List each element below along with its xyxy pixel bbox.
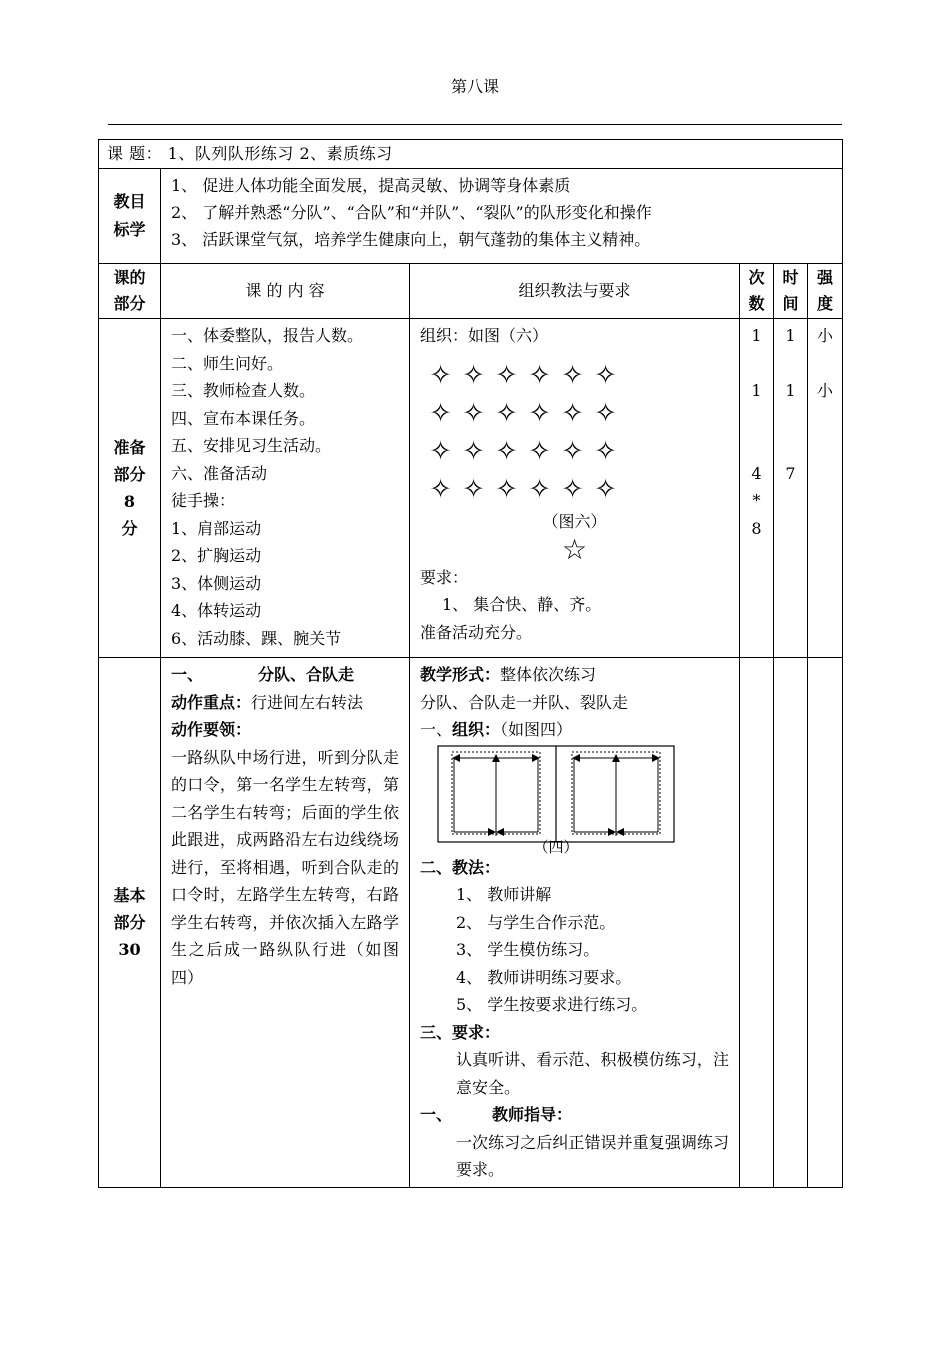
student-star-icon: ✧ [429, 397, 452, 429]
essentials-text: 一路纵队中场行进，听到分队走的口令，第一名学生左转弯，第二名学生右转弯；后面的学生依此跟进，成两路沿左右边线绕场进行，至将相遇，听到合队走的口令时，左路学生左转弯，右路学生右转弯，并依次插入左路学生之后成一路纵队行进（如图四） [171, 747, 399, 987]
student-star-icon: ✧ [495, 435, 518, 467]
student-star-icon: ✧ [462, 359, 485, 391]
student-star-icon: ✧ [495, 397, 518, 429]
student-star-icon: ✧ [594, 473, 617, 505]
prep-intensity: 小 小 [808, 319, 843, 658]
basic-content: 一、 分队、合队走 动作重点：行进间左右转法 动作要领： 一路纵队中场行进，听到分队走的口令，第一名学生左转弯，第二名学生右转弯；后面的学生依此跟进，成两路沿左右边线绕场进行，至将相遇，听到合队走的口令时，左路学生左转弯，右路学生右转弯，并依次插入左路学生之后成一路纵队行进（如图四） [161, 658, 410, 1188]
basic-method: 教学形式：整体依次练习 分队、合队走一并队、裂队走 一、组织：（如图四） （四） 二、教法： 1、 教师讲解 2、 与学生合作示范。 3、 学生模仿练习。 4、 教师讲明练习要求。 5、 学生按要求进行练习。 三、要求： 认真听讲、看示范、积极模仿练习，注意安全。 一、 教师指导： 一次练习之后纠正错误并重复强调练习要求。 [410, 658, 740, 1188]
student-star-icon: ✧ [462, 473, 485, 505]
basic-counts [740, 658, 774, 1188]
header-part: 课的 部分 [99, 264, 161, 319]
basic-times [774, 658, 808, 1188]
figure-caption: （图六） [542, 511, 607, 531]
header-intensity: 强 度 [808, 264, 843, 319]
prep-method: 组织：如图（六） ✧ ✧ ✧ ✧ ✧ ✧ ✧ ✧ ✧ ✧ ✧ ✧ ✧ ✧ ✧ ✧ ✧ ✧ ✧ ✧ ✧ ✧ ✧ ✧ （图六） ☆ 要求： 1、 集合快、静、齐。 准备活动充分。 [410, 319, 740, 658]
student-star-icon: ✧ [462, 397, 485, 429]
goal-item: 3、 活跃课堂气氛，培养学生健康向上，朝气蓬勃的集体主义精神。 [171, 230, 651, 249]
student-star-icon: ✧ [528, 435, 551, 467]
goals-list [161, 169, 843, 264]
student-star-icon: ✧ [594, 397, 617, 429]
teacher-star-icon: ☆ [561, 532, 588, 566]
header-time: 时 间 [774, 264, 808, 319]
student-star-icon: ✧ [462, 435, 485, 467]
lesson-plan-table [98, 139, 843, 1188]
header-rule [108, 124, 842, 125]
student-star-icon: ✧ [528, 359, 551, 391]
student-star-icon: ✧ [495, 473, 518, 505]
march-diagram-svg [436, 744, 676, 854]
student-star-icon: ✧ [594, 435, 617, 467]
prep-times: 1 1 7 [774, 319, 808, 658]
student-star-icon: ✧ [528, 397, 551, 429]
formation-diagram [420, 744, 729, 854]
student-star-icon: ✧ [528, 473, 551, 505]
diagram-caption: （四） [533, 837, 579, 854]
header-count: 次 数 [740, 264, 774, 319]
basic-intensity [808, 658, 843, 1188]
student-star-icon: ✧ [429, 435, 452, 467]
header-method: 组织教法与要求 [410, 264, 740, 319]
student-star-icon: ✧ [495, 359, 518, 391]
header-content: 课 的 内 容 [161, 264, 410, 319]
goal-item: 1、 促进人体功能全面发展，提高灵敏、协调等身体素质 [171, 176, 571, 195]
student-star-icon: ✧ [429, 359, 452, 391]
student-star-icon: ✧ [561, 473, 584, 505]
student-star-icon: ✧ [594, 359, 617, 391]
student-star-icon: ✧ [561, 359, 584, 391]
prep-counts: 1 1 4 * 8 [740, 319, 774, 658]
basic-label: 基本 部分 30 [99, 658, 161, 1188]
prep-label: 准备 部分 8 分 [99, 319, 161, 658]
subject-cell: 课 题： 1、队列队形练习 2、素质练习 [99, 140, 843, 169]
student-star-icon: ✧ [561, 397, 584, 429]
student-star-icon: ✧ [561, 435, 584, 467]
page-title: 第八课 [450, 77, 499, 96]
prep-content: 一、体委整队，报告人数。 二、师生问好。 三、教师检查人数。 四、宣布本课任务。 五、安排见习生活动。 六、准备活动 徒手操： 1、肩部运动 2、扩胸运动 3、体侧运动 4、体转运动 6、活动膝、踝、腕关节 [161, 319, 410, 658]
goal-item: 2、 了解并熟悉“分队”、“合队”和“并队”、“裂队”的队形变化和操作 [171, 203, 652, 222]
formation-grid [424, 359, 729, 505]
student-star-icon: ✧ [429, 473, 452, 505]
goals-label: 教目 标学 [99, 169, 161, 264]
